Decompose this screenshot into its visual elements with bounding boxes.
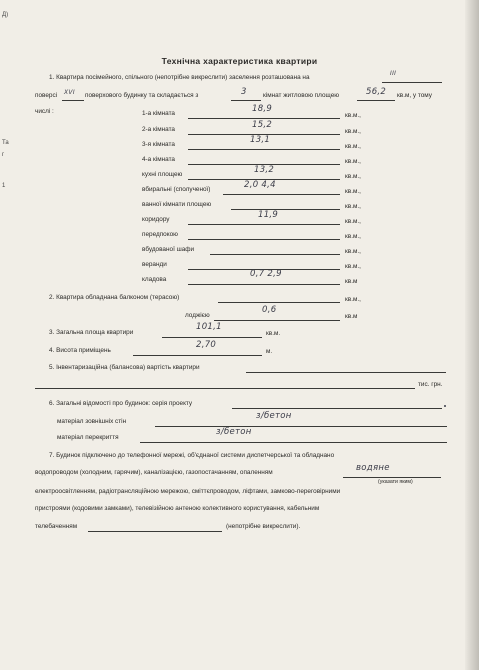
- s4-unit: м.: [266, 348, 273, 355]
- loggia-field: [214, 320, 340, 321]
- loggia-label: лоджією: [185, 312, 210, 319]
- heating-value: водяне: [356, 463, 390, 473]
- room-label: вбудованої шафи: [142, 246, 195, 253]
- heating-field: [343, 477, 441, 478]
- s1-line1: 1. Квартира посімейного, спільного (непотрібне викреслити) заселення розташована на: [49, 74, 310, 81]
- s1-line2d: кв.м, у тому: [397, 92, 432, 99]
- room-label: вбиральні (сполученої): [142, 186, 211, 193]
- room-field: [210, 254, 340, 255]
- s7-line2: водопроводом (холодним, гарячим), каналізацією, газопостачанням, опаленням: [35, 469, 273, 476]
- room-field: [231, 209, 340, 210]
- room-unit: кв.м.,: [345, 263, 361, 270]
- room-unit: кв.м.,: [345, 128, 361, 135]
- floor-value: III: [390, 70, 397, 77]
- room-label: передпокою: [142, 231, 178, 238]
- s1-line2c: кімнат житловою площею: [263, 92, 340, 99]
- living-area-value: 56,2: [366, 87, 387, 97]
- heating-note: (указати яким): [378, 479, 413, 485]
- room-unit: кв.м: [345, 278, 358, 285]
- room-field: [188, 149, 340, 150]
- room-unit: кв.м.,: [345, 248, 361, 255]
- room-field: [188, 224, 340, 225]
- value-field-1: [246, 372, 446, 373]
- storeys-field: [62, 100, 84, 101]
- s1-line3: числі :: [35, 108, 54, 115]
- room-unit: кв.м.,: [345, 203, 361, 210]
- room-value: 13,1: [250, 135, 271, 145]
- room-unit: кв.м.,: [345, 158, 361, 165]
- rooms-value: 3: [241, 87, 247, 97]
- walls-value: з/бетон: [256, 411, 292, 421]
- s3-text: 3. Загальна площа квартири: [49, 329, 134, 336]
- s7-line3: електроосвітленням, радіотрансляційною мережою, сміттєпроводом, ліфтами, замково-переговірними: [35, 488, 341, 495]
- room-value: 0,7 2,9: [250, 269, 282, 279]
- room-value: 2,0 4,4: [244, 180, 276, 190]
- balcony-field: [218, 302, 340, 303]
- room-field: [188, 284, 340, 285]
- page-edge-shadow: [465, 0, 479, 670]
- room-field: [223, 194, 340, 195]
- s1-line2b: поверхового будинку та складається з: [85, 92, 199, 99]
- side-fragment: г: [2, 152, 5, 158]
- room-label: 2-а кімната: [142, 126, 175, 133]
- s3-unit: кв.м.: [266, 330, 281, 337]
- s7-line4: пристроями (кодовими замками), телевізійною антеною колективного користування, кабельним: [35, 505, 320, 512]
- room-unit: кв.м.,: [345, 218, 361, 225]
- room-unit: кв.м.,: [345, 173, 361, 180]
- s6-text: 6. Загальні відомості про будинок: серія проекту: [49, 400, 193, 407]
- room-field: [188, 118, 340, 119]
- s1-line2a: поверсі: [35, 92, 58, 99]
- room-value: 15,2: [252, 120, 273, 130]
- room-value: 11,9: [258, 210, 279, 220]
- comma-mark: [444, 405, 446, 407]
- floors-label: матеріал перекриття: [57, 434, 119, 441]
- room-field: [188, 239, 340, 240]
- floors-value: з/бетон: [216, 427, 252, 437]
- room-unit: кв.м.,: [345, 233, 361, 240]
- room-label: 3-я кімната: [142, 141, 175, 148]
- side-fragment: Д): [2, 12, 9, 18]
- room-label: 1-а кімната: [142, 110, 175, 117]
- room-label: коридору: [142, 216, 170, 223]
- tv-field: [88, 531, 222, 532]
- rooms-field: [231, 100, 261, 101]
- total-area-field: [162, 337, 262, 338]
- s7-line5b: (непотрібне викреслити).: [226, 523, 301, 530]
- height-value: 2,70: [196, 340, 217, 350]
- room-unit: кв.м.,: [345, 112, 361, 119]
- floor-field: [382, 82, 442, 83]
- room-value: 18,9: [252, 104, 273, 114]
- room-label: кладова: [142, 276, 167, 283]
- room-unit: кв.м.,: [345, 188, 361, 195]
- loggia-unit: кв.м: [345, 313, 358, 320]
- value-field-2: [35, 388, 415, 389]
- room-unit: кв.м.,: [345, 143, 361, 150]
- s7-line5a: телебаченням: [35, 523, 78, 530]
- room-label: кухні площею: [142, 171, 183, 178]
- room-label: 4-а кімната: [142, 156, 175, 163]
- height-field: [133, 355, 262, 356]
- total-area-value: 101,1: [196, 322, 222, 332]
- loggia-value: 0,6: [262, 305, 277, 315]
- s2-unit: кв.м.,: [345, 296, 361, 303]
- storeys-value: XVI: [64, 89, 75, 96]
- floors-field: [140, 442, 447, 443]
- walls-field: [155, 426, 447, 427]
- side-fragment: 1: [2, 183, 6, 189]
- project-series-field: [232, 408, 442, 409]
- room-value: 13,2: [254, 165, 275, 175]
- s5-text: 5. Інвентаризаційна (балансова) вартість квартири: [49, 364, 200, 371]
- s2-text: 2. Квартира обладнана балконом (терасою): [49, 294, 180, 301]
- room-label: веранди: [142, 261, 167, 268]
- walls-label: матеріал зовнішніх стін: [57, 418, 127, 425]
- living-area-field: [357, 100, 395, 101]
- room-label: ванної кімнати площею: [142, 201, 212, 208]
- s7-line1: 7. Будинок підключено до телефонної мережі, об'єднаної системи диспетчерської та обладнано: [49, 452, 335, 459]
- document-title: Технічна характеристика квартири: [161, 56, 318, 66]
- side-fragment: Та: [2, 140, 9, 146]
- s4-text: 4. Висота приміщень: [49, 347, 111, 354]
- s5-unit: тис. грн.: [418, 381, 443, 388]
